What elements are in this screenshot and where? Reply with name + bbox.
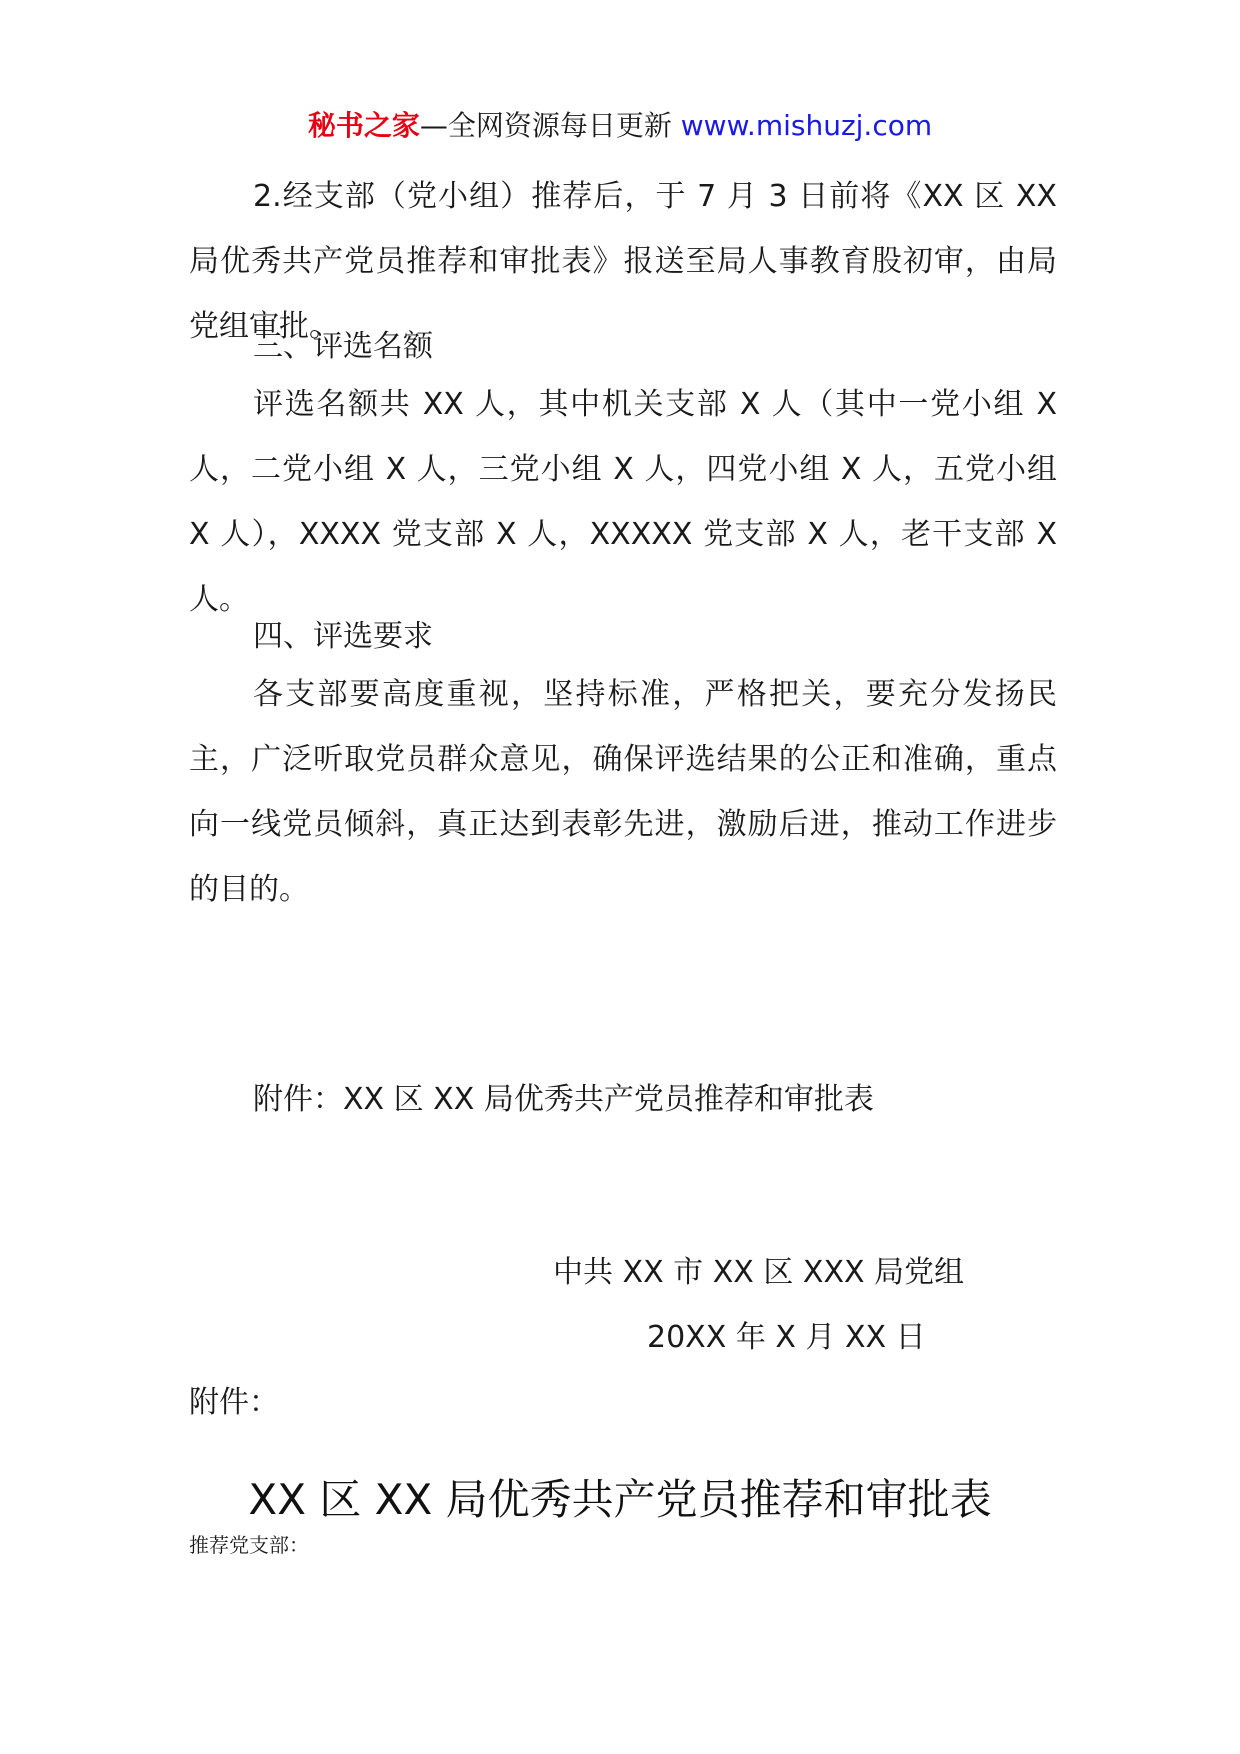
appendix-label: 附件：	[189, 1385, 279, 1420]
paragraph-quota: 评选名额共 XX 人，其中机关支部 X 人（其中一党小组 X 人，二党小组 X 人，三党小组 X 人，四党小组 X 人，五党小组 X 人），XXXX 党支部 X 人，XXXXX 党支部 X 人，老干支部 X 人。	[189, 387, 1057, 617]
section-heading-quota: 三、评选名额	[253, 329, 433, 364]
signature-organization: 中共 XX 市 XX 区 XXX 局党组	[553, 1255, 965, 1290]
section-heading-requirements: 四、评选要求	[253, 619, 433, 654]
site-header	[0, 106, 1240, 146]
paragraph-submission: 2.经支部（党小组）推荐后，于 7 月 3 日前将《XX 区 XX 局优秀共产党员推荐和审批表》报送至局人事教育股初审，由局党组审批。	[189, 179, 1057, 344]
appendix-form-title: XX 区 XX 局优秀共产党员推荐和审批表	[248, 1475, 992, 1524]
recommending-branch-label: 推荐党支部：	[189, 1533, 309, 1557]
header-brand: 秘书之家	[307, 109, 420, 142]
signature-date: 20XX 年 X 月 XX 日	[647, 1320, 926, 1355]
paragraph-requirements: 各支部要高度重视，坚持标准，严格把关，要充分发扬民主，广泛听取党员群众意见，确保评选结果的公正和准确，重点向一线党员倾斜，真正达到表彰先进，激励后进，推动工作进步的目的。	[189, 677, 1057, 907]
header-slogan: —全网资源每日更新	[419, 109, 681, 142]
attachment-note: 附件：XX 区 XX 局优秀共产党员推荐和审批表	[253, 1082, 874, 1117]
header-url-link[interactable]: www.mishuzj.com	[680, 109, 933, 142]
